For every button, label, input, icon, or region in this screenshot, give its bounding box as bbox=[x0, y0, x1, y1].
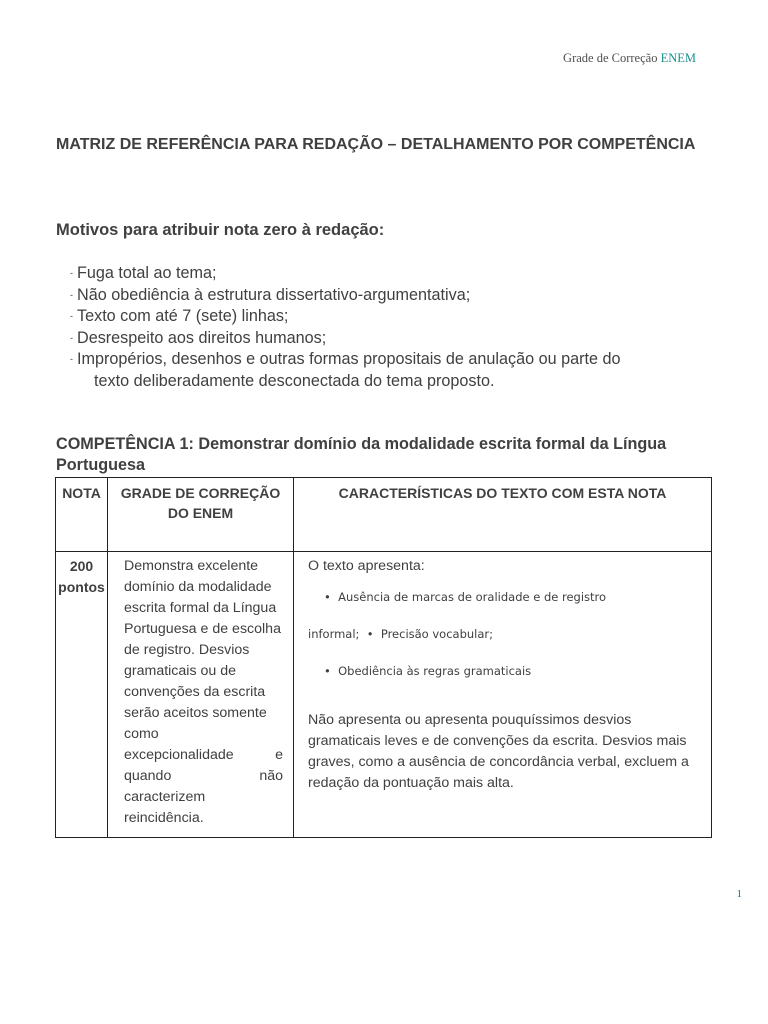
zero-reasons-heading: Motivos para atribuir nota zero à redação: bbox=[56, 221, 385, 239]
table-header-row bbox=[56, 478, 712, 552]
list-item bbox=[70, 349, 720, 392]
page-header bbox=[563, 51, 696, 66]
description-line: excepcionalidade e bbox=[124, 747, 283, 763]
chars-bullet bbox=[308, 587, 697, 608]
zero-reasons-list bbox=[70, 263, 720, 392]
description-tail: caracterizem reincidência. bbox=[124, 789, 206, 826]
list-item-text: Não obediência à estrutura dissertativo-argumentativa; bbox=[77, 285, 471, 304]
list-item-continuation: texto deliberadamente desconectada do tema proposto. bbox=[94, 371, 495, 390]
list-item-text: Texto com até 7 (sete) linhas; bbox=[77, 307, 289, 325]
document-title: MATRIZ DE REFERÊNCIA PARA REDAÇÃO – DETALHAMENTO POR COMPETÊNCIA bbox=[56, 136, 696, 153]
competencia-title: COMPETÊNCIA 1: Demonstrar domínio da modalidade escrita formal da Língua Portuguesa bbox=[56, 435, 667, 474]
nota-value: 200 bbox=[69, 558, 94, 574]
header-grade: GRADE DE CORREÇÃO DO ENEM bbox=[108, 478, 294, 552]
description-cell bbox=[108, 552, 294, 838]
list-item-text: Desrespeito aos direitos humanos; bbox=[77, 328, 327, 347]
list-item bbox=[70, 328, 720, 350]
header-caracteristicas: CARACTERÍSTICAS DO TEXTO COM ESTA NOTA bbox=[294, 478, 712, 552]
list-dash: - bbox=[70, 311, 73, 321]
list-item-text: Impropérios, desenhos e outras formas propositais de anulação ou parte do bbox=[77, 350, 621, 368]
list-dash: - bbox=[70, 268, 73, 278]
table-row bbox=[56, 552, 712, 838]
chars-bullet-text: Precisão vocabular; bbox=[380, 627, 494, 641]
list-item bbox=[70, 263, 720, 285]
characteristics-cell bbox=[294, 552, 712, 838]
list-item bbox=[70, 306, 720, 328]
nota-cell bbox=[56, 552, 108, 838]
header-accent: ENEM bbox=[660, 51, 696, 65]
list-dash: - bbox=[70, 289, 73, 300]
chars-bullet-text: Ausência de marcas de oralidade e de registro bbox=[338, 590, 607, 604]
nota-unit: pontos bbox=[58, 579, 105, 595]
header-prefix: Grade de Correção bbox=[563, 51, 658, 65]
chars-bullet-text: informal; bbox=[308, 627, 360, 641]
bullet-glyph: • bbox=[366, 627, 374, 641]
list-item bbox=[70, 285, 720, 307]
description-line: quando não bbox=[124, 768, 283, 784]
chars-paragraph: Não apresenta ou apresenta pouquíssimos desvios gramaticais leves e de convenções da escrita. Desvios mais graves, como a ausência de concordância verbal, excluem a redação da pontuação mais alta. bbox=[308, 712, 689, 791]
page-number: 1 bbox=[736, 888, 742, 900]
chars-bullet bbox=[308, 624, 697, 645]
header-nota: NOTA bbox=[56, 478, 108, 552]
chars-bullet bbox=[308, 661, 697, 682]
bullet-glyph: • bbox=[324, 590, 331, 604]
chars-intro: O texto apresenta: bbox=[308, 558, 425, 574]
grade-table bbox=[55, 477, 712, 838]
chars-bullet-text: Obediência às regras gramaticais bbox=[338, 664, 532, 678]
description-text: Demonstra excelente domínio da modalidade escrita formal da Língua Portuguesa e de escolha de registro. Desvios gramaticais ou de convenções da escrita serão aceitos somente como bbox=[124, 558, 281, 742]
list-dash: - bbox=[70, 354, 73, 364]
list-dash: - bbox=[70, 332, 73, 343]
bullet-glyph: • bbox=[324, 664, 331, 678]
list-item-text: Fuga total ao tema; bbox=[77, 264, 217, 282]
